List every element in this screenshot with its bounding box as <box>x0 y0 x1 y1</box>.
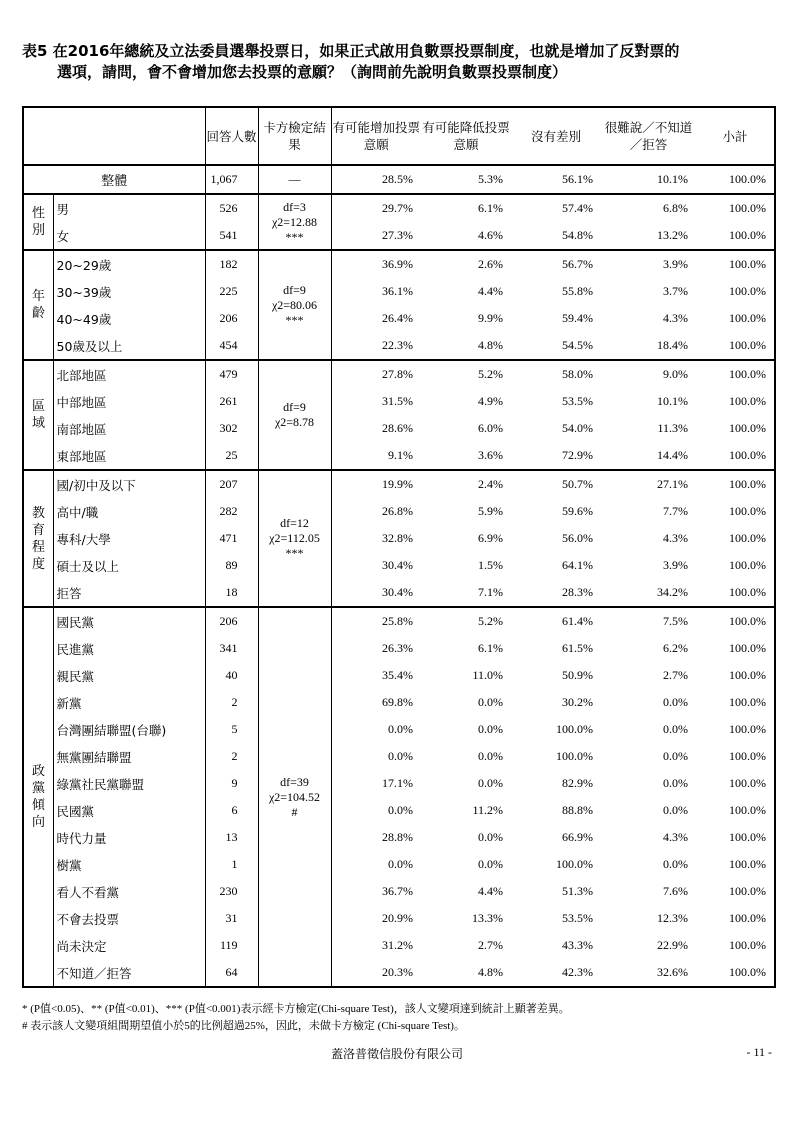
row-value: 0.0% <box>331 851 421 878</box>
table-row <box>23 743 775 770</box>
row-value: 4.6% <box>478 228 503 242</box>
row-value: 31.2% <box>331 932 421 959</box>
row-value: 26.3% <box>331 635 421 662</box>
results-table <box>22 106 776 988</box>
row-value: 32.8% <box>331 525 421 552</box>
row-value: 100.0% <box>696 194 775 222</box>
row-value: 4.4% <box>478 884 503 898</box>
row-label: 親民黨 <box>53 662 205 689</box>
table-row <box>23 332 775 360</box>
row-value: 0.0% <box>478 695 503 709</box>
row-value: 55.8% <box>562 284 593 298</box>
table-row <box>23 442 775 470</box>
row-value: 26.8% <box>331 498 421 525</box>
row-value: 0.0% <box>478 857 503 871</box>
row-value: 29.7% <box>331 194 421 222</box>
group-label: 教育程度 <box>23 470 53 607</box>
header-blank <box>23 107 205 165</box>
chi-square-line: df=39 <box>280 774 309 789</box>
row-value: 7.5% <box>601 607 696 635</box>
row-value: 20.9% <box>331 905 421 932</box>
row-value: 4.4% <box>478 284 503 298</box>
row-value: 53.5% <box>562 394 593 408</box>
row-value: 100.0% <box>729 558 766 572</box>
row-value: 22.9% <box>657 938 688 952</box>
overall-value: 100.0% <box>696 165 775 194</box>
row-n: 119 <box>205 932 258 959</box>
row-value: 6.1% <box>421 194 511 222</box>
row-value: 100.0% <box>729 228 766 242</box>
row-value: 17.1% <box>331 770 421 797</box>
header-less: 有可能降低投票意願 <box>422 120 510 152</box>
row-value: 19.9% <box>331 470 421 498</box>
footer-company: 蓋洛普徵信股份有限公司 <box>330 1047 463 1061</box>
table-row <box>23 824 775 851</box>
row-label: 台灣團結聯盟(台聯) <box>53 716 205 743</box>
row-label: 民進黨 <box>53 635 205 662</box>
row-value: 51.3% <box>562 884 593 898</box>
row-value: 0.0% <box>663 803 688 817</box>
row-value: 27.3% <box>331 222 421 250</box>
row-value: 25.8% <box>331 607 421 635</box>
table-row <box>23 770 775 797</box>
row-value: 100.0% <box>729 311 766 325</box>
row-value: 4.9% <box>478 394 503 408</box>
chi-square-line: χ2=80.06 <box>271 297 318 312</box>
row-value: 100.0% <box>729 504 766 518</box>
row-value: 28.3% <box>562 585 593 599</box>
row-value: 13.2% <box>657 228 688 242</box>
overall-label: 整體 <box>23 165 205 194</box>
row-value: 64.1% <box>562 558 593 572</box>
chi-square-line: df=9 <box>283 400 306 414</box>
row-value: 100.0% <box>696 470 775 498</box>
row-value: 1.5% <box>478 558 503 572</box>
row-value: 54.0% <box>562 421 593 435</box>
row-value: 42.3% <box>562 965 593 979</box>
chi-square-result <box>258 607 331 987</box>
header-row <box>23 107 775 165</box>
row-n: 18 <box>205 579 258 607</box>
row-n: 479 <box>205 360 258 388</box>
row-value: 36.7% <box>331 878 421 905</box>
row-value: 32.6% <box>657 965 688 979</box>
row-value: 4.3% <box>663 531 688 545</box>
row-value: 11.3% <box>657 421 688 435</box>
row-n: 341 <box>205 635 258 662</box>
row-value: 3.7% <box>663 284 688 298</box>
row-n: 9 <box>205 770 258 797</box>
row-value: 72.9% <box>562 448 593 462</box>
row-value: 100.0% <box>729 803 766 817</box>
row-n: 230 <box>205 878 258 905</box>
overall-value: 10.1% <box>601 165 696 194</box>
row-value: 58.0% <box>511 360 601 388</box>
table-row <box>23 959 775 987</box>
row-label: 東部地區 <box>53 442 205 470</box>
row-n: 454 <box>205 332 258 360</box>
chi-square-result <box>258 360 331 470</box>
table-row <box>23 470 775 498</box>
row-value: 5.9% <box>478 504 503 518</box>
row-label: 樹黨 <box>53 851 205 878</box>
header-subtotal: 小計 <box>722 128 748 144</box>
table-body <box>23 165 775 987</box>
row-value: 53.5% <box>562 911 593 925</box>
row-value: 10.1% <box>657 394 688 408</box>
row-value: 3.6% <box>478 448 503 462</box>
overall-chi: — <box>258 165 331 194</box>
row-value: 0.0% <box>663 776 688 790</box>
row-n: 282 <box>205 498 258 525</box>
row-value: 100.0% <box>729 965 766 979</box>
row-value: 4.3% <box>663 311 688 325</box>
row-value: 100.0% <box>729 338 766 352</box>
row-value: 100.0% <box>729 749 766 763</box>
row-label: 男 <box>53 194 205 222</box>
row-n: 471 <box>205 525 258 552</box>
row-n: 302 <box>205 415 258 442</box>
row-value: 43.3% <box>562 938 593 952</box>
table-row <box>23 278 775 305</box>
row-label: 綠黨社民黨聯盟 <box>53 770 205 797</box>
row-value: 0.0% <box>331 797 421 824</box>
table-row <box>23 932 775 959</box>
row-value: 28.6% <box>331 415 421 442</box>
table-row <box>23 498 775 525</box>
row-label: 新黨 <box>53 689 205 716</box>
footer-page-number: - 11 - <box>746 1045 772 1059</box>
row-value: 100.0% <box>556 749 593 763</box>
row-value: 100.0% <box>729 448 766 462</box>
row-value: 2.4% <box>421 470 511 498</box>
row-value: 0.0% <box>331 716 421 743</box>
row-label: 不知道／拒答 <box>53 959 205 987</box>
chi-square-result <box>258 470 331 607</box>
row-value: 0.0% <box>478 830 503 844</box>
row-value: 26.4% <box>331 305 421 332</box>
row-value: 0.0% <box>331 743 421 770</box>
row-label: 無黨團結聯盟 <box>53 743 205 770</box>
row-value: 54.8% <box>562 228 593 242</box>
row-value: 56.7% <box>511 250 601 278</box>
row-value: 100.0% <box>729 722 766 736</box>
row-value: 100.0% <box>729 641 766 655</box>
row-value: 0.0% <box>663 857 688 871</box>
row-label: 專科/大學 <box>53 525 205 552</box>
row-value: 2.6% <box>421 250 511 278</box>
row-value: 35.4% <box>331 662 421 689</box>
note-expected: # 表示該人文變項組間期望值小於5的比例超過25%，因此，未做卡方檢定 (Chi-square Test)。 <box>22 1020 465 1032</box>
row-value: 100.0% <box>729 884 766 898</box>
table-row <box>23 878 775 905</box>
row-value: 27.1% <box>601 470 696 498</box>
row-n: 89 <box>205 552 258 579</box>
row-label: 北部地區 <box>53 360 205 388</box>
row-value: 100.0% <box>729 830 766 844</box>
overall-value: 5.3% <box>421 165 511 194</box>
chi-square-line: *** <box>285 546 304 560</box>
chi-square-line: χ2=8.78 <box>274 415 315 429</box>
chi-square-line: *** <box>285 229 304 244</box>
row-value: 4.3% <box>663 830 688 844</box>
row-value: 4.8% <box>478 965 503 979</box>
row-value: 28.8% <box>331 824 421 851</box>
row-label: 50歲及以上 <box>53 332 205 360</box>
row-n: 5 <box>205 716 258 743</box>
row-value: 0.0% <box>663 695 688 709</box>
row-n: 206 <box>205 607 258 635</box>
row-value: 4.8% <box>478 338 503 352</box>
row-value: 7.7% <box>663 504 688 518</box>
row-value: 36.1% <box>331 278 421 305</box>
row-n: 207 <box>205 470 258 498</box>
row-n: 526 <box>205 194 258 222</box>
row-n: 225 <box>205 278 258 305</box>
row-value: 69.8% <box>331 689 421 716</box>
row-value: 50.9% <box>562 668 593 682</box>
chi-square-line: χ2=104.52 <box>268 789 321 804</box>
row-value: 57.4% <box>511 194 601 222</box>
row-n: 6 <box>205 797 258 824</box>
row-value: 100.0% <box>696 250 775 278</box>
row-value: 100.0% <box>729 668 766 682</box>
group-label: 年齡 <box>23 250 53 360</box>
row-label: 30~39歲 <box>53 278 205 305</box>
group-label: 政黨傾向 <box>23 607 53 987</box>
row-value: 0.0% <box>478 722 503 736</box>
row-n: 64 <box>205 959 258 987</box>
row-value: 9.1% <box>331 442 421 470</box>
row-label: 民國黨 <box>53 797 205 824</box>
row-value: 7.6% <box>663 884 688 898</box>
row-value: 6.1% <box>478 641 503 655</box>
row-n: 541 <box>205 222 258 250</box>
row-n: 261 <box>205 388 258 415</box>
group-label: 性別 <box>23 194 53 250</box>
row-value: 7.1% <box>478 585 503 599</box>
row-value: 0.0% <box>663 722 688 736</box>
note-significance: * (P值<0.05)、** (P值<0.01)、*** (P值<0.001)表示經卡方檢定(Chi-square Test)，該人文變項達到統計上顯著差異。 <box>22 1003 570 1015</box>
table-row <box>23 579 775 607</box>
row-label: 南部地區 <box>53 415 205 442</box>
row-value: 100.0% <box>729 421 766 435</box>
row-value: 13.3% <box>472 911 503 925</box>
row-n: 31 <box>205 905 258 932</box>
row-n: 13 <box>205 824 258 851</box>
row-n: 25 <box>205 442 258 470</box>
table-row <box>23 851 775 878</box>
table-title-line-2: 選項，請問，會不會增加您去投票的意願？（詢問前先說明負數票投票制度） <box>57 63 568 81</box>
row-value: 56.0% <box>562 531 593 545</box>
chi-square-result <box>258 250 331 360</box>
row-label: 40~49歲 <box>53 305 205 332</box>
table-row <box>23 689 775 716</box>
row-value: 100.0% <box>729 857 766 871</box>
row-n: 2 <box>205 689 258 716</box>
header-more: 有可能增加投票意願 <box>331 107 421 165</box>
row-value: 3.9% <box>663 558 688 572</box>
row-value: 88.8% <box>562 803 593 817</box>
table-row <box>23 194 775 222</box>
row-value: 36.9% <box>331 250 421 278</box>
row-n: 1 <box>205 851 258 878</box>
row-value: 0.0% <box>478 776 503 790</box>
header-same: 沒有差別 <box>530 128 581 144</box>
row-label: 高中/職 <box>53 498 205 525</box>
row-value: 11.2% <box>472 803 503 817</box>
chi-square-line: χ2=12.88 <box>271 214 318 229</box>
row-value: 100.0% <box>556 722 593 736</box>
row-value: 100.0% <box>696 607 775 635</box>
row-value: 2.7% <box>478 938 503 952</box>
row-value: 6.9% <box>478 531 503 545</box>
row-value: 0.0% <box>478 749 503 763</box>
header-chi: 卡方檢定結果 <box>258 107 331 165</box>
row-value: 5.2% <box>421 360 511 388</box>
table-row <box>23 716 775 743</box>
row-value: 100.0% <box>696 360 775 388</box>
row-value: 20.3% <box>331 959 421 987</box>
row-value: 5.2% <box>421 607 511 635</box>
row-label: 女 <box>53 222 205 250</box>
row-label: 國民黨 <box>53 607 205 635</box>
row-value: 34.2% <box>657 585 688 599</box>
table-row <box>23 250 775 278</box>
row-value: 100.0% <box>556 857 593 871</box>
chi-square-line: df=12 <box>280 516 309 530</box>
row-label: 國/初中及以下 <box>53 470 205 498</box>
row-label: 不會去投票 <box>53 905 205 932</box>
row-value: 31.5% <box>331 388 421 415</box>
row-label: 尚未決定 <box>53 932 205 959</box>
row-value: 3.9% <box>601 250 696 278</box>
table-notes <box>22 1001 570 1035</box>
row-value: 61.4% <box>511 607 601 635</box>
row-value: 82.9% <box>562 776 593 790</box>
row-n: 40 <box>205 662 258 689</box>
row-value: 18.4% <box>657 338 688 352</box>
chi-square-line: *** <box>285 312 304 327</box>
chi-square-line: df=3 <box>283 199 306 214</box>
row-value: 27.8% <box>331 360 421 388</box>
overall-value: 56.1% <box>511 165 601 194</box>
row-label: 中部地區 <box>53 388 205 415</box>
row-value: 100.0% <box>729 394 766 408</box>
row-value: 59.4% <box>562 311 593 325</box>
row-value: 100.0% <box>729 776 766 790</box>
table-row <box>23 905 775 932</box>
row-value: 30.2% <box>562 695 593 709</box>
overall-row <box>23 165 775 194</box>
row-value: 50.7% <box>511 470 601 498</box>
row-n: 206 <box>205 305 258 332</box>
row-value: 59.6% <box>562 504 593 518</box>
row-value: 12.3% <box>657 911 688 925</box>
row-value: 100.0% <box>729 938 766 952</box>
chi-square-line: χ2=112.05 <box>269 531 320 545</box>
header-unknown: 很難說／不知道／拒答 <box>604 120 693 152</box>
table-row <box>23 360 775 388</box>
row-value: 61.5% <box>562 641 593 655</box>
row-n: 182 <box>205 250 258 278</box>
row-label: 時代力量 <box>53 824 205 851</box>
row-value: 54.5% <box>562 338 593 352</box>
row-value: 30.4% <box>331 552 421 579</box>
table-row <box>23 388 775 415</box>
row-value: 9.9% <box>478 311 503 325</box>
group-label: 區域 <box>23 360 53 470</box>
table-row <box>23 662 775 689</box>
row-n: 2 <box>205 743 258 770</box>
row-value: 100.0% <box>729 585 766 599</box>
table-row <box>23 415 775 442</box>
row-value: 66.9% <box>562 830 593 844</box>
row-label: 20~29歲 <box>53 250 205 278</box>
row-value: 30.4% <box>331 579 421 607</box>
chi-square-result <box>258 194 331 250</box>
chi-square-line: # <box>291 804 298 819</box>
table-row <box>23 525 775 552</box>
table-title-line-1: 表5 在2016年總統及立法委員選舉投票日，如果正式啟用負數票投票制度，也就是增加了反對票的 <box>22 42 680 60</box>
row-value: 6.0% <box>478 421 503 435</box>
header-n: 回答人數 <box>205 107 258 165</box>
table-row <box>23 635 775 662</box>
row-value: 100.0% <box>729 531 766 545</box>
row-value: 22.3% <box>331 332 421 360</box>
table-row <box>23 552 775 579</box>
table-title <box>22 41 772 83</box>
row-value: 6.8% <box>601 194 696 222</box>
row-label: 拒答 <box>53 579 205 607</box>
table-row <box>23 222 775 250</box>
overall-n: 1,067 <box>205 165 258 194</box>
chi-square-line: df=9 <box>283 282 306 297</box>
row-value: 6.2% <box>663 641 688 655</box>
row-value: 9.0% <box>601 360 696 388</box>
row-value: 100.0% <box>729 911 766 925</box>
row-label: 看人不看黨 <box>53 878 205 905</box>
table-row <box>23 305 775 332</box>
table-row <box>23 797 775 824</box>
row-value: 100.0% <box>729 284 766 298</box>
table-row <box>23 607 775 635</box>
row-label: 碩士及以上 <box>53 552 205 579</box>
row-value: 14.4% <box>657 448 688 462</box>
row-value: 0.0% <box>663 749 688 763</box>
row-value: 2.7% <box>663 668 688 682</box>
row-value: 11.0% <box>472 668 503 682</box>
row-value: 100.0% <box>729 695 766 709</box>
overall-value: 28.5% <box>331 165 421 194</box>
